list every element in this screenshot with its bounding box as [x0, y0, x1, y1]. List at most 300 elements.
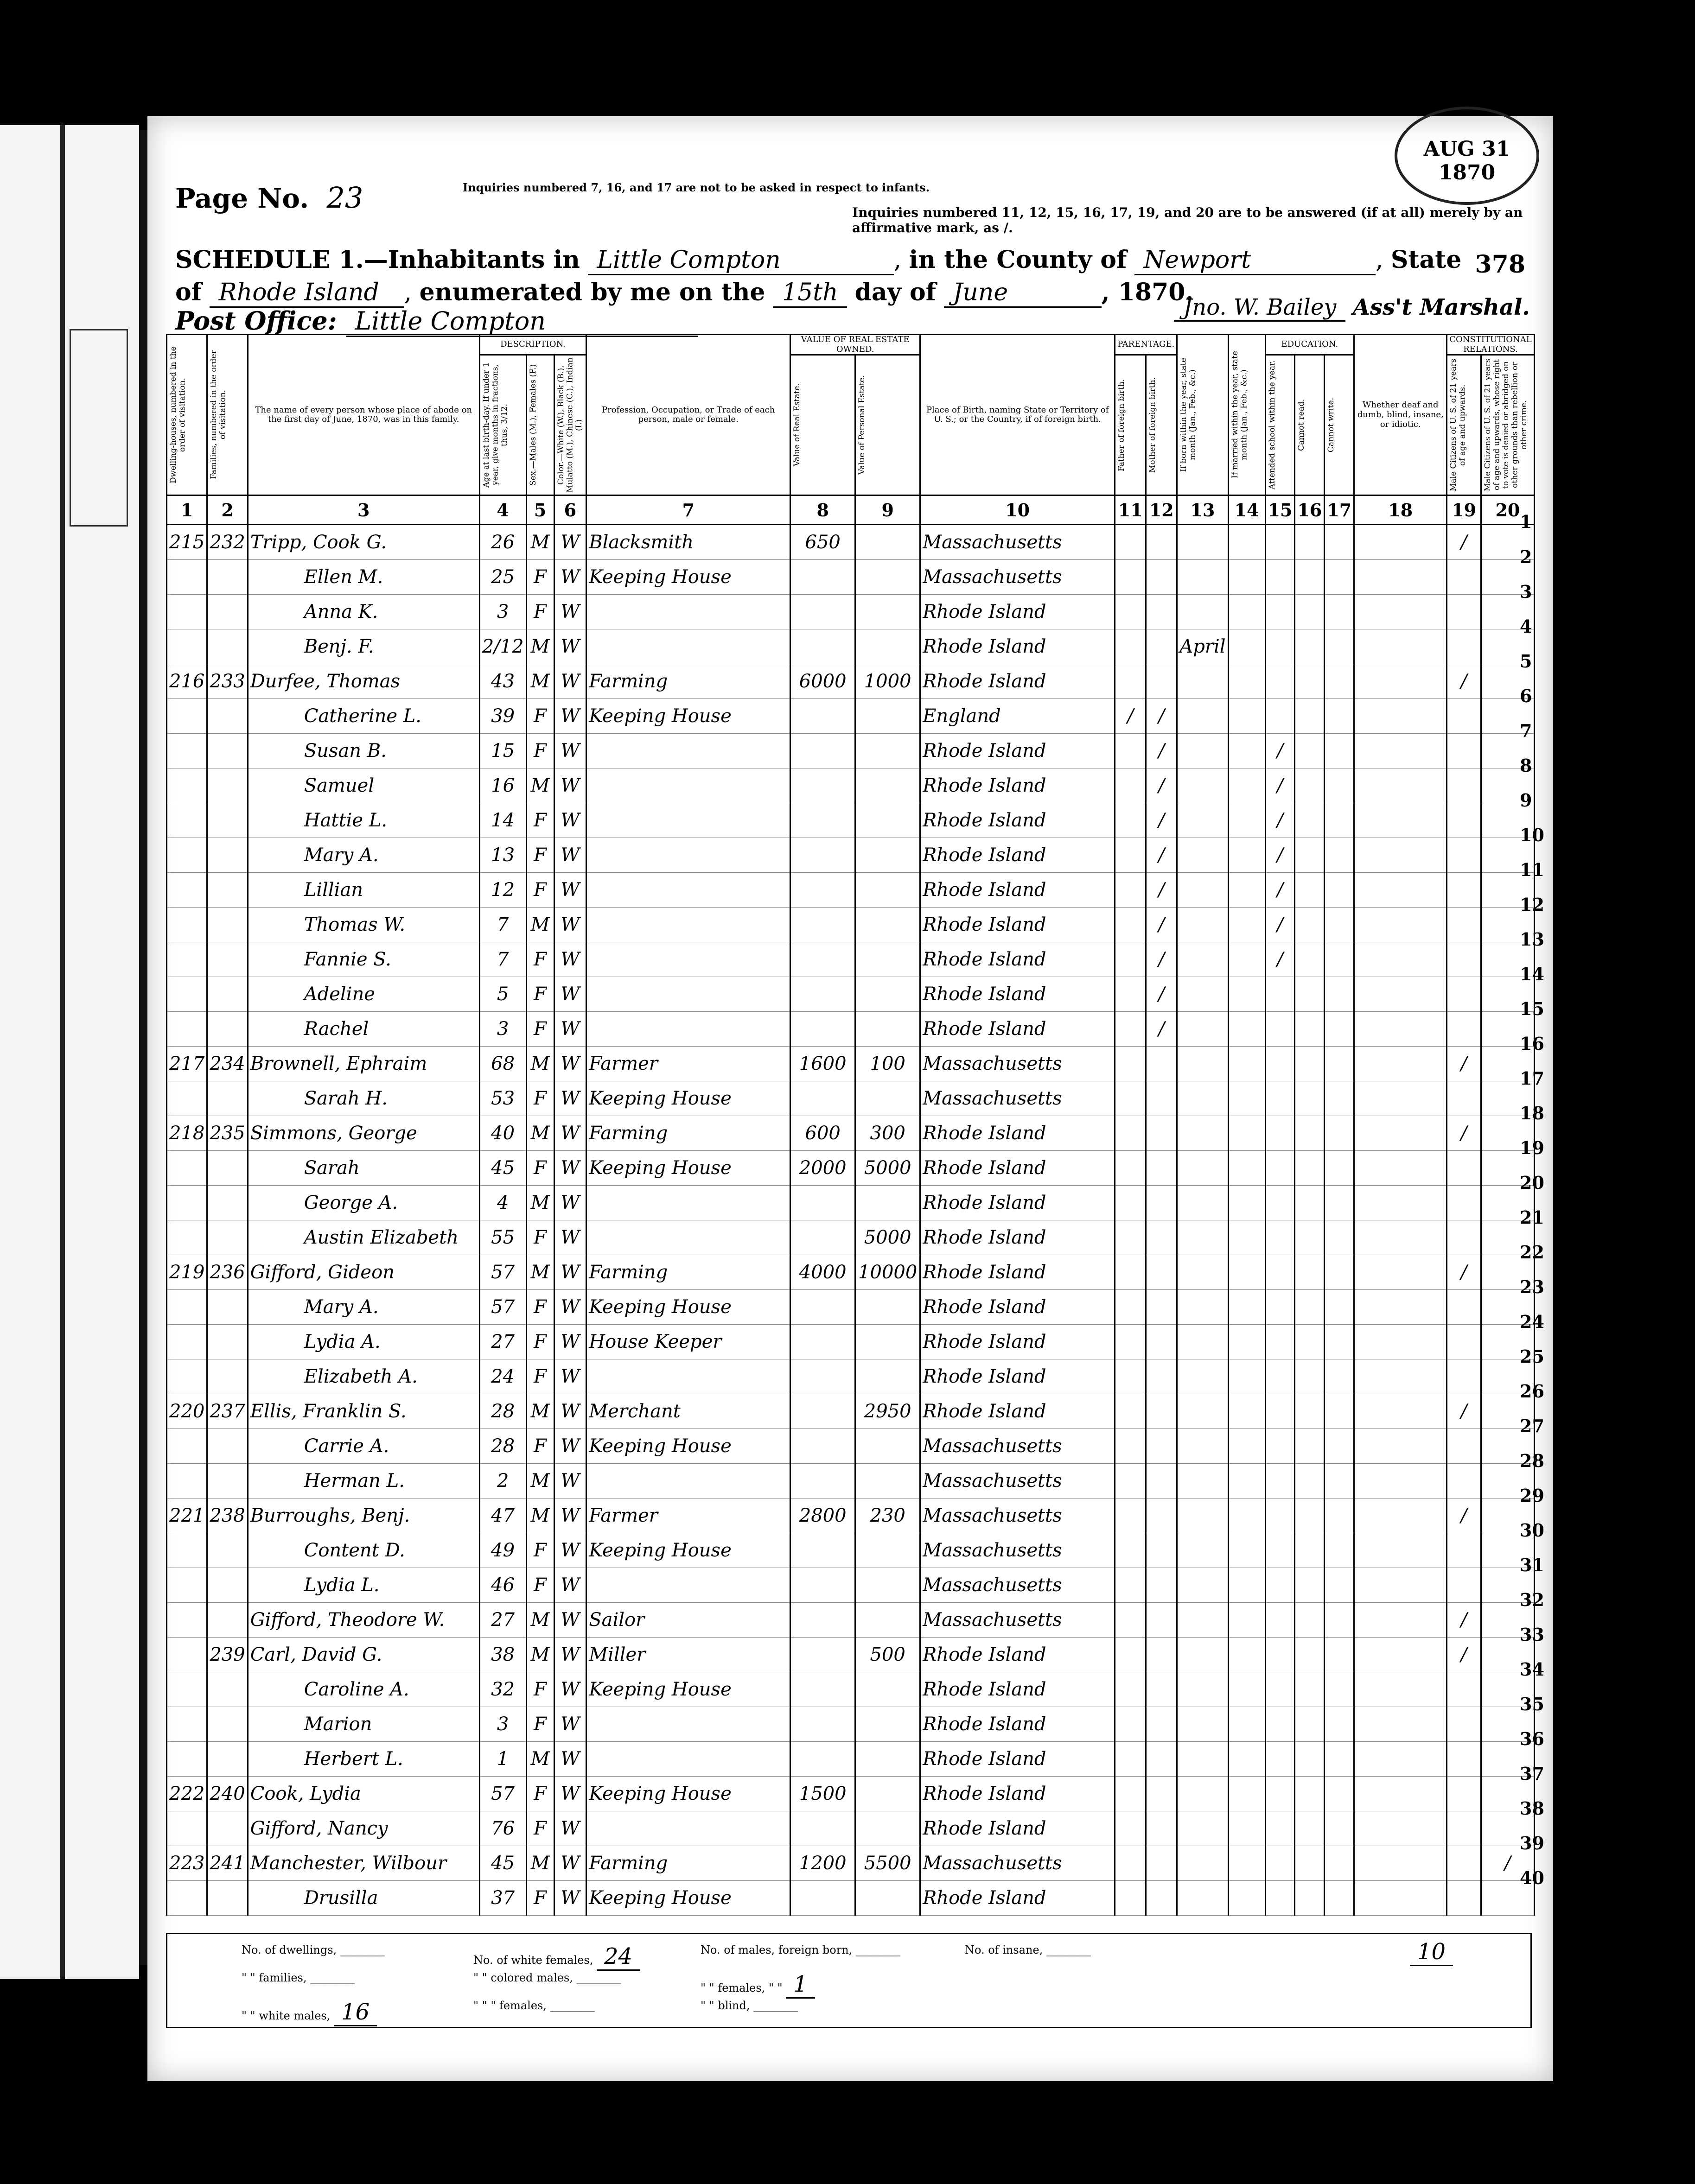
attended-school: /: [1265, 838, 1295, 873]
color: W: [554, 1359, 586, 1394]
age: 32: [479, 1672, 526, 1707]
table-row: [167, 803, 1535, 838]
age: 1: [479, 1742, 526, 1777]
married-within-year: [1228, 629, 1265, 664]
personal-estate-value: [855, 1672, 920, 1707]
dwelling-number: [167, 595, 207, 629]
real-estate-value: 1600: [790, 1047, 855, 1081]
mother-foreign: [1146, 1881, 1177, 1916]
personal-estate-value: [855, 1429, 920, 1464]
color: W: [554, 1429, 586, 1464]
person-name: Susan B.: [248, 734, 479, 768]
married-within-year: [1228, 1672, 1265, 1707]
married-within-year: [1228, 1603, 1265, 1638]
citizen-mark: /: [1447, 1255, 1481, 1290]
married-within-year: [1228, 1811, 1265, 1846]
sheet-number: 378: [1475, 250, 1525, 279]
occupation: [586, 803, 790, 838]
sex: F: [526, 1568, 554, 1603]
real-estate-value: [790, 1081, 855, 1116]
birthplace: Massachusetts: [920, 1464, 1115, 1498]
family-number: [207, 1325, 248, 1359]
color: W: [554, 838, 586, 873]
citizen-mark: [1447, 1811, 1481, 1846]
colored-females-count: " " " females, ________: [473, 1999, 595, 2012]
family-number: [207, 977, 248, 1012]
cannot-write: [1325, 838, 1354, 873]
table-row: [167, 1429, 1535, 1464]
occupation: Merchant: [586, 1394, 790, 1429]
census-table: [166, 334, 1535, 1916]
table-row: [167, 1672, 1535, 1707]
family-number: [207, 942, 248, 977]
age: 7: [479, 942, 526, 977]
person-name: Mary A.: [248, 838, 479, 873]
col-born-within-year-header: If born within the year, state month (Jan., Feb., &c.): [1177, 335, 1228, 495]
attended-school: [1265, 1533, 1295, 1568]
family-number: [207, 1672, 248, 1707]
person-name: Thomas W.: [248, 908, 479, 942]
col-name-header: The name of every person whose place of abode on the first day of June, 1870, was in this family.: [248, 335, 479, 495]
cannot-write: [1325, 1012, 1354, 1047]
line-number: 9: [1520, 790, 1532, 811]
col-father-foreign-header: Father of foreign birth.: [1115, 355, 1146, 495]
attended-school: [1265, 1464, 1295, 1498]
married-within-year: [1228, 664, 1265, 699]
infirmity: [1354, 734, 1447, 768]
personal-estate-value: [855, 873, 920, 908]
real-estate-value: [790, 977, 855, 1012]
line-number: 24: [1520, 1311, 1544, 1332]
occupation: Keeping House: [586, 1533, 790, 1568]
personal-estate-value: [855, 1568, 920, 1603]
age: 15: [479, 734, 526, 768]
table-row: [167, 873, 1535, 908]
citizen-mark: [1447, 699, 1481, 734]
cannot-read: [1295, 1047, 1325, 1081]
birthplace: Massachusetts: [920, 1081, 1115, 1116]
cannot-write: [1325, 1742, 1354, 1777]
real-estate-value: [790, 803, 855, 838]
col-family-header: Families, numbered in the order of visitation.: [207, 335, 248, 495]
father-foreign: [1115, 1012, 1146, 1047]
dwelling-number: [167, 1464, 207, 1498]
age: 37: [479, 1881, 526, 1916]
column-number-row: [167, 495, 1535, 525]
birthplace: Rhode Island: [920, 1116, 1115, 1151]
sex: M: [526, 1255, 554, 1290]
born-within-year: April: [1177, 629, 1228, 664]
born-within-year: [1177, 1464, 1228, 1498]
table-row: [167, 525, 1535, 560]
cannot-write: [1325, 1672, 1354, 1707]
insane-count: No. of insane, ________: [965, 1943, 1091, 1956]
mother-foreign: [1146, 1533, 1177, 1568]
born-within-year: [1177, 1672, 1228, 1707]
sex: F: [526, 838, 554, 873]
married-within-year: [1228, 1290, 1265, 1325]
attended-school: [1265, 595, 1295, 629]
married-within-year: [1228, 1255, 1265, 1290]
citizen-mark: /: [1447, 664, 1481, 699]
sex: M: [526, 1394, 554, 1429]
col-citizens-header: Male Citizens of U. S. of 21 years of age and upwards.: [1447, 355, 1481, 495]
occupation: Farming: [586, 664, 790, 699]
line-number: 33: [1520, 1624, 1544, 1645]
father-foreign: [1115, 1568, 1146, 1603]
dwelling-number: [167, 1220, 207, 1255]
cannot-read: [1295, 1290, 1325, 1325]
color: W: [554, 977, 586, 1012]
infirmity: [1354, 873, 1447, 908]
father-foreign: [1115, 1255, 1146, 1290]
age: 53: [479, 1081, 526, 1116]
cannot-write: [1325, 1047, 1354, 1081]
line-number: 14: [1520, 964, 1544, 984]
real-estate-value: [790, 595, 855, 629]
personal-estate-value: [855, 768, 920, 803]
personal-estate-value: [855, 629, 920, 664]
line-number: 39: [1520, 1833, 1544, 1854]
married-within-year: [1228, 1464, 1265, 1498]
infirmity: [1354, 629, 1447, 664]
sex: M: [526, 1186, 554, 1220]
mother-foreign: /: [1146, 838, 1177, 873]
person-name: Burroughs, Benj.: [248, 1498, 479, 1533]
real-estate-value: [790, 1568, 855, 1603]
birthplace: Rhode Island: [920, 1255, 1115, 1290]
born-within-year: [1177, 768, 1228, 803]
sex: F: [526, 1533, 554, 1568]
cannot-write: [1325, 1081, 1354, 1116]
color: W: [554, 1498, 586, 1533]
family-number: [207, 1742, 248, 1777]
occupation: Farming: [586, 1255, 790, 1290]
real-estate-value: 600: [790, 1116, 855, 1151]
person-name: Herman L.: [248, 1464, 479, 1498]
line-number: 36: [1520, 1728, 1544, 1749]
dwelling-number: [167, 1325, 207, 1359]
attended-school: /: [1265, 873, 1295, 908]
born-within-year: [1177, 1394, 1228, 1429]
person-name: Lydia A.: [248, 1325, 479, 1359]
occupation: [586, 1220, 790, 1255]
real-estate-value: [790, 1290, 855, 1325]
personal-estate-value: [855, 977, 920, 1012]
table-row: [167, 1638, 1535, 1672]
dwelling-number: [167, 1290, 207, 1325]
birthplace: Rhode Island: [920, 942, 1115, 977]
sex: F: [526, 699, 554, 734]
person-name: Lydia L.: [248, 1568, 479, 1603]
citizen-mark: [1447, 838, 1481, 873]
citizen-mark: /: [1447, 1047, 1481, 1081]
birthplace: Massachusetts: [920, 1846, 1115, 1881]
married-within-year: [1228, 1742, 1265, 1777]
married-within-year: [1228, 1846, 1265, 1881]
sex: M: [526, 1846, 554, 1881]
father-foreign: [1115, 1638, 1146, 1672]
col-real-estate-header: Value of Real Estate.: [790, 355, 855, 495]
line-number: 3: [1520, 581, 1532, 602]
line-number: 27: [1520, 1416, 1544, 1436]
family-number: 236: [207, 1255, 248, 1290]
birthplace: Rhode Island: [920, 1359, 1115, 1394]
infirmity: [1354, 699, 1447, 734]
birthplace: Rhode Island: [920, 1811, 1115, 1846]
personal-estate-value: [855, 803, 920, 838]
state-label: State: [1390, 246, 1462, 274]
birthplace: Rhode Island: [920, 908, 1115, 942]
born-within-year: [1177, 664, 1228, 699]
mother-foreign: /: [1146, 908, 1177, 942]
real-estate-value: [790, 734, 855, 768]
born-within-year: [1177, 1638, 1228, 1672]
age: 25: [479, 560, 526, 595]
age: 2: [479, 1464, 526, 1498]
birthplace: Massachusetts: [920, 1568, 1115, 1603]
citizen-mark: [1447, 768, 1481, 803]
mother-foreign: [1146, 1464, 1177, 1498]
occupation: [586, 977, 790, 1012]
occupation: [586, 595, 790, 629]
birthplace: Rhode Island: [920, 734, 1115, 768]
citizen-mark: /: [1447, 1498, 1481, 1533]
cannot-write: [1325, 1603, 1354, 1638]
table-row: [167, 1498, 1535, 1533]
attended-school: [1265, 1811, 1295, 1846]
married-within-year: [1228, 1777, 1265, 1811]
age: 43: [479, 664, 526, 699]
person-name: Brownell, Ephraim: [248, 1047, 479, 1081]
dwelling-number: 215: [167, 525, 207, 560]
line-number: 31: [1520, 1555, 1544, 1575]
born-within-year: [1177, 1498, 1228, 1533]
real-estate-value: 6000: [790, 664, 855, 699]
born-within-year: [1177, 699, 1228, 734]
census-rows: [167, 525, 1535, 1916]
infirmity: [1354, 803, 1447, 838]
col-cannot-write-header: Cannot write.: [1325, 355, 1354, 495]
column-number: 6: [554, 495, 586, 525]
birthplace: Rhode Island: [920, 873, 1115, 908]
family-number: [207, 1186, 248, 1220]
married-within-year: [1228, 1638, 1265, 1672]
cannot-read: [1295, 1777, 1325, 1811]
family-number: [207, 1429, 248, 1464]
color: W: [554, 1012, 586, 1047]
mother-foreign: [1146, 1359, 1177, 1394]
column-number: 16: [1295, 495, 1325, 525]
occupation: Keeping House: [586, 1672, 790, 1707]
cannot-read: [1295, 595, 1325, 629]
age: 57: [479, 1290, 526, 1325]
cannot-read: [1295, 1846, 1325, 1881]
column-number: 11: [1115, 495, 1146, 525]
person-name: Content D.: [248, 1533, 479, 1568]
married-within-year: [1228, 1116, 1265, 1151]
mother-foreign: [1146, 1290, 1177, 1325]
citizen-mark: [1447, 595, 1481, 629]
citizen-mark: [1447, 942, 1481, 977]
birthplace: Rhode Island: [920, 1151, 1115, 1186]
person-name: Gifford, Theodore W.: [248, 1603, 479, 1638]
cannot-write: [1325, 1498, 1354, 1533]
dwelling-number: 223: [167, 1846, 207, 1881]
cannot-write: [1325, 1429, 1354, 1464]
personal-estate-value: [855, 1603, 920, 1638]
sex: F: [526, 1325, 554, 1359]
personal-estate-value: 500: [855, 1638, 920, 1672]
father-foreign: [1115, 1811, 1146, 1846]
family-number: [207, 1464, 248, 1498]
attended-school: [1265, 1186, 1295, 1220]
mother-foreign: [1146, 1116, 1177, 1151]
person-name: Ellen M.: [248, 560, 479, 595]
citizen-mark: [1447, 1220, 1481, 1255]
line-number: 12: [1520, 894, 1544, 915]
family-number: 240: [207, 1777, 248, 1811]
father-foreign: [1115, 664, 1146, 699]
birthplace: Rhode Island: [920, 1394, 1115, 1429]
father-foreign: [1115, 838, 1146, 873]
table-row: [167, 1151, 1535, 1186]
sex: F: [526, 1359, 554, 1394]
page-number: [175, 181, 363, 215]
mother-foreign: [1146, 1568, 1177, 1603]
person-name: Hattie L.: [248, 803, 479, 838]
sex: F: [526, 873, 554, 908]
dwelling-number: [167, 1568, 207, 1603]
cannot-write: [1325, 1777, 1354, 1811]
father-foreign: [1115, 1116, 1146, 1151]
family-number: [207, 1151, 248, 1186]
mother-foreign: [1146, 1394, 1177, 1429]
cannot-write: [1325, 1325, 1354, 1359]
mother-foreign: [1146, 664, 1177, 699]
sex: F: [526, 803, 554, 838]
married-within-year: [1228, 699, 1265, 734]
real-estate-value: [790, 1742, 855, 1777]
schedule-label: SCHEDULE 1.—Inhabitants in: [175, 246, 580, 274]
born-within-year: [1177, 1568, 1228, 1603]
married-within-year: [1228, 1394, 1265, 1429]
family-number: [207, 1533, 248, 1568]
age: 12: [479, 873, 526, 908]
line-number: 20: [1520, 1172, 1544, 1193]
real-estate-value: [790, 908, 855, 942]
cannot-read: [1295, 1186, 1325, 1220]
father-foreign: [1115, 629, 1146, 664]
dwelling-number: [167, 838, 207, 873]
born-within-year: [1177, 803, 1228, 838]
family-number: [207, 908, 248, 942]
family-number: [207, 1290, 248, 1325]
married-within-year: [1228, 942, 1265, 977]
table-row: [167, 1742, 1535, 1777]
marshal-signature: [1174, 294, 1530, 322]
citizen-mark: [1447, 1672, 1481, 1707]
dwelling-number: [167, 1638, 207, 1672]
colored-males-count: " " colored males, ________: [473, 1971, 621, 1984]
attended-school: [1265, 1255, 1295, 1290]
birthplace: Massachusetts: [920, 525, 1115, 560]
mother-foreign: [1146, 1255, 1177, 1290]
person-name: George A.: [248, 1186, 479, 1220]
occupation: Keeping House: [586, 1429, 790, 1464]
sex: F: [526, 942, 554, 977]
sex: M: [526, 908, 554, 942]
born-within-year: [1177, 942, 1228, 977]
sex: F: [526, 1151, 554, 1186]
line-number: 18: [1520, 1103, 1544, 1124]
born-within-year: [1177, 595, 1228, 629]
citizen-mark: /: [1447, 1603, 1481, 1638]
table-row: [167, 560, 1535, 595]
occupation: Keeping House: [586, 1881, 790, 1916]
cannot-read: [1295, 1116, 1325, 1151]
family-number: [207, 1081, 248, 1116]
sex: F: [526, 1881, 554, 1916]
father-foreign: [1115, 560, 1146, 595]
father-foreign: [1115, 1881, 1146, 1916]
person-name: Catherine L.: [248, 699, 479, 734]
born-within-year: [1177, 1359, 1228, 1394]
marshal-name: Jno. W. Bailey: [1174, 294, 1345, 322]
infirmity: [1354, 1777, 1447, 1811]
father-foreign: [1115, 977, 1146, 1012]
personal-estate-value: 5000: [855, 1220, 920, 1255]
real-estate-value: [790, 1672, 855, 1707]
cannot-read: [1295, 803, 1325, 838]
citizen-mark: [1447, 629, 1481, 664]
person-name: Cook, Lydia: [248, 1777, 479, 1811]
mother-foreign: /: [1146, 942, 1177, 977]
infirmity: [1354, 1394, 1447, 1429]
personal-estate-value: [855, 1881, 920, 1916]
county-label: in the County of: [909, 246, 1127, 274]
married-within-year: [1228, 873, 1265, 908]
infirmity: [1354, 1638, 1447, 1672]
color: W: [554, 942, 586, 977]
age: 4: [479, 1186, 526, 1220]
color: W: [554, 1603, 586, 1638]
attended-school: [1265, 1047, 1295, 1081]
color: W: [554, 1533, 586, 1568]
table-row: [167, 629, 1535, 664]
sex: F: [526, 1290, 554, 1325]
married-within-year: [1228, 1186, 1265, 1220]
age: 7: [479, 908, 526, 942]
occupation: Keeping House: [586, 1777, 790, 1811]
father-foreign: [1115, 1742, 1146, 1777]
person-name: Rachel: [248, 1012, 479, 1047]
birthplace: Rhode Island: [920, 1220, 1115, 1255]
citizen-mark: [1447, 560, 1481, 595]
personal-estate-value: [855, 1742, 920, 1777]
place-value: Little Compton: [588, 246, 894, 275]
age: 3: [479, 1012, 526, 1047]
citizen-mark: [1447, 908, 1481, 942]
cannot-read: [1295, 1325, 1325, 1359]
line-number: 6: [1520, 686, 1532, 706]
personal-estate-value: [855, 699, 920, 734]
citizen-mark: [1447, 803, 1481, 838]
infirmity: [1354, 595, 1447, 629]
binding-shadow: [139, 130, 147, 1965]
col-age-header: Age at last birth-day. If under 1 year, give months in fractions, thus, 3/12.: [479, 355, 526, 495]
citizen-mark: [1447, 977, 1481, 1012]
